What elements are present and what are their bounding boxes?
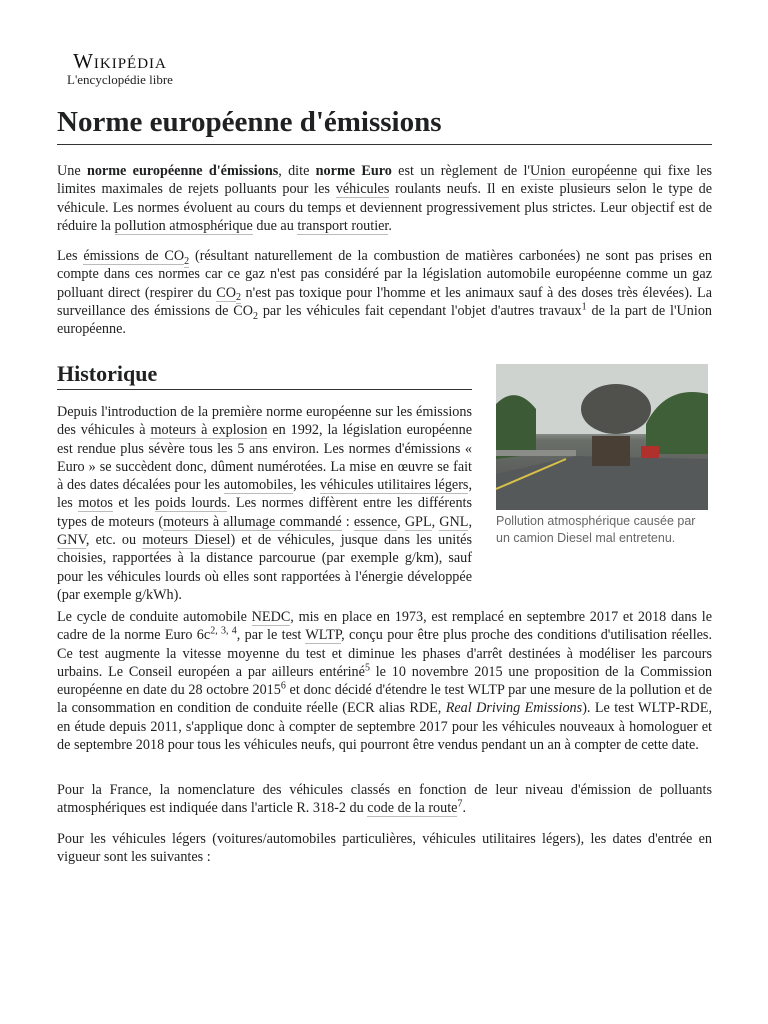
text: ) et de véhicules, jusque dans les unités choisies, rapportées à la distance parcourue (par exemple g/km), sauf pour les véhicules lourds où elles sont rapportées à l'énergie développée (par exemple g/kWh). [57, 532, 473, 603]
wiki-link[interactable]: GNV [57, 532, 86, 549]
historique-paragraph-3 [57, 781, 712, 818]
text: Pour les véhicules légers (voitures/automobiles particulières, véhicules utilitaires légers), les dates d'entrée en vigueur sont les suivantes : [57, 831, 712, 866]
wiki-link[interactable]: poids lourds [155, 495, 227, 512]
intro-paragraph-1 [57, 162, 712, 235]
wikipedia-logo[interactable] [67, 50, 173, 87]
text: , dite [278, 163, 316, 179]
text: Depuis l'introduction de la première norme européenne sur les émissions des véhicules à [57, 404, 472, 439]
text: est un règlement de l' [391, 163, 530, 179]
wiki-link[interactable]: émissions de CO [83, 248, 185, 264]
wiki-link[interactable]: WLTP [305, 627, 342, 644]
wiki-link[interactable]: code de la route [367, 800, 458, 817]
page-title: Norme européenne d'émissions [57, 104, 712, 145]
text: ). Le test WLTP-RDE, en étude depuis 2011, s'applique donc à compter de septembre 2017 pour les véhicules nouveaux à homologuer et de septembre 2018 pour tous les véhicules neufs, qui pourront être vendus pendant un an à compter de cette date. [57, 700, 713, 754]
wiki-link[interactable]: pollution atmosphérique [114, 217, 253, 234]
historique-paragraph-1 [57, 403, 472, 604]
text: due au [252, 217, 298, 234]
text: . [462, 800, 467, 817]
text: Le cycle de conduite automobile [57, 609, 252, 625]
text: : [341, 513, 354, 530]
text: . [388, 217, 392, 234]
intro-paragraph-2 [57, 247, 712, 338]
text: qui fixe les limites maximales de rejets polluants pour les [57, 163, 713, 198]
text: en 1992, la législation européenne est rendue plus sévère tous les 5 ans environ. Les normes d'émissions « Euro » se succèdent donc, dûment numérotées. La mise en œuvre se fait à des dates décalées pour les [57, 422, 472, 494]
wiki-link[interactable]: 2 [235, 292, 241, 304]
text: , les [293, 477, 320, 494]
text: et les [112, 495, 156, 512]
text: , [397, 513, 405, 530]
figure-caption: Pollution atmosphérique causée par un camion Diesel mal entretenu. [496, 514, 696, 545]
wiki-link[interactable]: GPL [404, 513, 432, 530]
text: (résultant naturellement de la combustion de matières carbonées) ne sont pas prises en compte dans ces normes car ce gaz n'est pas considéré par la législation automobile européenne comme un gaz polluant direct (respirer du [57, 248, 712, 301]
text: , mis en place en 1973, est remplacé en septembre 2017 et 2018 dans le cadre de la norme Euro 6c [57, 609, 712, 644]
text: , [431, 513, 440, 530]
text: , etc. ou [85, 532, 143, 549]
wiki-link[interactable]: NEDC [251, 609, 291, 625]
truck-pollution-image[interactable] [496, 364, 708, 510]
wiki-link[interactable]: véhicules [335, 181, 390, 198]
text: le 10 novembre 2015 une proposition de la Commission européenne en date du 28 octobre 2015 [57, 663, 712, 699]
wiki-link[interactable]: Union européenne [529, 163, 638, 179]
text: et donc décidé d'étendre le test WLTP par une mesure de la pollution et de la consommation en condition de conduite réelle (ECR alias RDE, [57, 682, 713, 717]
text: , par le test [236, 627, 306, 644]
text: Une [57, 163, 87, 179]
text: , [468, 513, 472, 530]
reference-link[interactable]: 7 [457, 798, 463, 810]
text: Real Driving Emissions [445, 700, 583, 717]
reference-link[interactable]: 5 [364, 662, 370, 674]
wiki-link[interactable]: véhicules utilitaires légers [319, 477, 469, 494]
wiki-link[interactable]: CO [216, 284, 236, 301]
reference-link[interactable]: 2, 3, 4 [210, 625, 237, 637]
text: , les [57, 477, 473, 512]
wiki-link[interactable]: moteurs à allumage commandé [163, 513, 342, 530]
text: Pour la France, la nomenclature des véhicules classés en fonction de leur niveau d'émission de polluants atmosphériques est indiquée dans l'article R. 318-2 du [57, 782, 712, 817]
logo-name: Wikipédia [73, 49, 167, 73]
wiki-link[interactable]: GNL [439, 513, 469, 530]
text: roulants neufs. Il en existe plusieurs selon le type de véhicule. Les normes évoluent au cours du temps et deviennent progressivement plus strictes. Leur objectif est de réduire la [57, 181, 712, 234]
wiki-link[interactable]: moteurs à explosion [150, 422, 268, 439]
text: Les [57, 248, 84, 264]
reference-link[interactable]: 6 [280, 680, 286, 692]
wiki-link[interactable]: essence [353, 513, 398, 530]
bold-text: norme européenne d'émissions [86, 163, 279, 179]
figure [496, 364, 708, 547]
wiki-link[interactable]: motos [78, 495, 113, 512]
historique-paragraph-4 [57, 830, 712, 867]
wiki-link[interactable]: automobiles [223, 477, 294, 494]
wiki-link[interactable]: 2 [184, 255, 190, 267]
reference-link[interactable]: 1 [581, 301, 587, 313]
text: par les véhicules fait cependant l'objet d'autres travaux [257, 302, 582, 319]
text: n'est pas toxique pour l'homme et les animaux sauf à des doses très élevées). La surveillance des émissions de CO [57, 284, 712, 319]
wiki-link[interactable]: transport routier [297, 217, 389, 234]
text: de la part de l'Union européenne. [57, 302, 713, 338]
bold-text: norme Euro [315, 163, 392, 179]
text: , conçu pour être plus proche des conditions d'utilisation réelles. Ce test augmente la vitesse moyenne du test et diminue les phases d'arrêt destinées à modéliser les parcours urbains. Le Conseil européen a par ailleurs entériné [57, 627, 713, 680]
text: . Les normes diffèrent entre les différents types de moteurs ( [57, 495, 473, 530]
section-heading-historique: Historique [57, 360, 472, 390]
text: 2 [252, 310, 258, 322]
wiki-link[interactable]: moteurs Diesel [142, 532, 231, 549]
historique-paragraph-2 [57, 608, 712, 754]
logo-tagline: L'encyclopédie libre [67, 72, 173, 87]
